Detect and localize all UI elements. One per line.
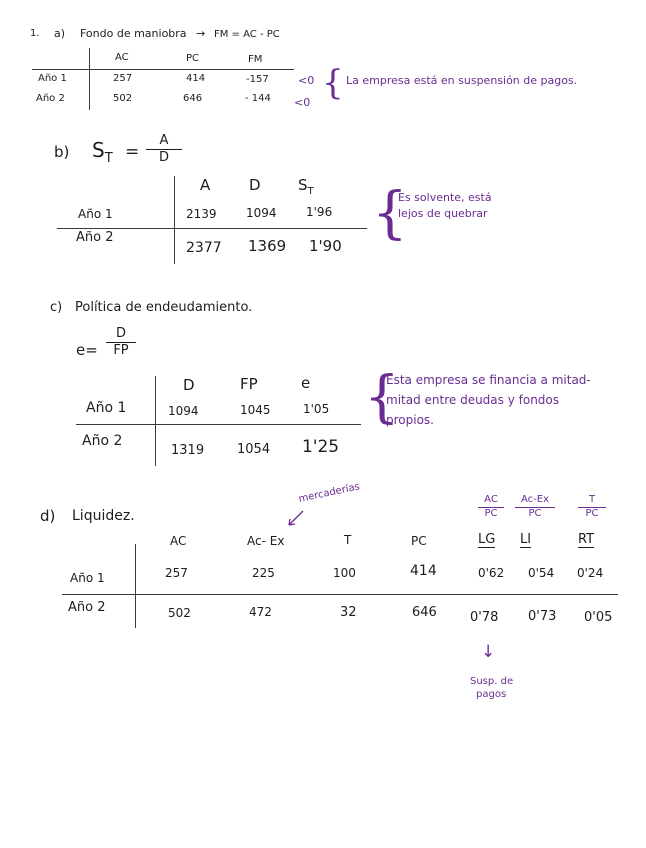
part-d-header-lg: LG [478, 532, 496, 547]
part-b-formula-eq: = [125, 142, 140, 162]
part-a-row1-mark: <0 [298, 74, 315, 87]
part-c-title: Política de endeudamiento. [75, 300, 253, 315]
part-d-row1-ac: 257 [165, 566, 188, 580]
part-d-ratio-rt-den: PC [585, 507, 599, 519]
part-b-fraction-den: D [158, 149, 169, 165]
part-c-row1-d: 1094 [168, 404, 199, 418]
part-b-header-a: A [200, 176, 211, 194]
part-d-row2-acex: 472 [249, 605, 272, 619]
part-a-row1-label: Año 1 [38, 73, 67, 84]
part-d-row1-lg: 0'62 [478, 566, 505, 580]
part-b-letter: b) [54, 143, 70, 161]
part-d-note-line1: Susp. de [470, 676, 514, 687]
part-d-letter: d) [40, 507, 56, 525]
part-c-header-e: e [301, 374, 311, 392]
part-d-ratio-lg-fraction [478, 495, 504, 519]
part-a-formula: FM = AC - PC [214, 29, 280, 40]
part-d-row1-acex: 225 [252, 566, 275, 580]
part-a-title: Fondo de maniobra [80, 27, 187, 40]
part-a-row1-pc: 414 [186, 73, 206, 84]
part-b-fraction-num: A [159, 133, 169, 148]
part-a-brace-icon: { [322, 63, 344, 103]
part-b-formula-lhs: $S_T$ [92, 138, 113, 166]
part-a-letter: a) [54, 27, 66, 40]
part-d-header-pc: PC [411, 534, 427, 548]
part-d-row-rule [62, 594, 618, 595]
part-d-row2-label: Año 2 [68, 600, 106, 615]
part-d-row1-t: 100 [333, 566, 356, 580]
part-a-column-rule [89, 48, 90, 110]
part-d-row2-pc: 646 [412, 605, 437, 620]
part-c-row2-e: 1'25 [302, 437, 340, 457]
part-b-row2-label: Año 2 [76, 230, 114, 245]
part-d-row2-t: 32 [340, 605, 357, 620]
part-d-row2-li: 0'73 [528, 609, 557, 624]
part-d-note-line2: pagos [476, 689, 507, 700]
part-a-header-ac: AC [115, 52, 129, 63]
arrow-icon: → [196, 27, 206, 40]
part-d-row1-rt: 0'24 [577, 566, 604, 580]
part-b-note-line2: lejos de quebrar [398, 207, 488, 220]
part-d-row1-label: Año 1 [70, 571, 105, 585]
part-c-header-d: D [183, 376, 195, 394]
part-a-row2-ac: 502 [113, 93, 133, 104]
part-c-formula-lhs: e= [76, 341, 98, 359]
part-c-brace-icon: { [364, 365, 400, 430]
part-c-note-line2: mitad entre deudas y fondos [386, 393, 560, 407]
part-c-row1-e: 1'05 [303, 402, 330, 416]
part-d-header-ac: AC [170, 534, 187, 548]
part-b-row1-d: 1094 [246, 206, 277, 220]
part-d-row2-ac: 502 [168, 606, 191, 620]
part-c-note-line3: propios. [386, 413, 434, 427]
part-a-header-fm: FM [248, 54, 263, 65]
part-d-ratio-rt-num: T [588, 494, 596, 505]
part-d-header-ac-ex: Ac- Ex [247, 534, 285, 548]
part-d-header-li: LI [520, 532, 532, 547]
part-d-ratio-lg-num: AC [484, 494, 498, 505]
part-a-row2-fm: - 144 [245, 93, 271, 104]
part-d-row1-pc: 414 [410, 563, 437, 579]
part-b-row1-a: 2139 [186, 207, 217, 221]
problem-number: 1. [30, 28, 40, 39]
part-c-fraction-den: FP [113, 342, 129, 358]
part-d-header-t: T [344, 533, 352, 547]
part-c-column-rule [155, 376, 156, 466]
part-d-annotation: mercaderías [297, 481, 361, 505]
part-d-row1-li: 0'54 [528, 566, 555, 580]
part-c-row2-label: Año 2 [82, 433, 123, 449]
part-c-letter: c) [50, 300, 63, 315]
part-b-column-rule [174, 176, 175, 264]
part-c-header-fp: FP [240, 375, 258, 393]
part-b-header-st: $S_T$ [298, 176, 314, 197]
part-c-row1-fp: 1045 [240, 403, 271, 417]
part-b-header-d: D [249, 176, 261, 194]
part-b-row2-d: 1369 [248, 237, 287, 255]
part-a-row1-ac: 257 [113, 73, 133, 84]
part-c-row-rule [76, 424, 361, 425]
part-d-title: Liquidez. [72, 508, 135, 524]
part-d-ratio-lg-den: PC [484, 507, 498, 519]
part-b-row1-st: 1'96 [306, 205, 333, 219]
part-b-row2-a: 2377 [186, 240, 222, 256]
part-a-row2-label: Año 2 [36, 93, 65, 104]
part-a-note: La empresa está en suspensión de pagos. [346, 74, 578, 87]
part-b-row2-st: 1'90 [309, 237, 342, 255]
part-c-row1-label: Año 1 [86, 400, 127, 416]
part-d-column-rule [135, 544, 136, 628]
down-arrow-icon: ↓ [481, 642, 496, 662]
part-b-fraction [146, 134, 182, 165]
part-d-ratio-rt-fraction [578, 495, 606, 519]
part-a-header-pc: PC [186, 53, 200, 64]
part-c-fraction-num: D [115, 326, 126, 341]
part-b-note-line1: Es solvente, está [398, 191, 492, 204]
part-d-ratio-li-num: Ac-Ex [520, 494, 549, 505]
part-b-row1-label: Año 1 [78, 207, 113, 221]
part-d-header-rt: RT [578, 532, 595, 547]
part-c-row2-fp: 1054 [237, 442, 271, 457]
part-d-row2-rt: 0'05 [584, 610, 613, 625]
part-a-row2-mark: <0 [294, 96, 311, 109]
annotation-arrow-icon [284, 508, 306, 530]
part-a-row2-pc: 646 [183, 93, 203, 104]
part-c-fraction [106, 327, 136, 358]
part-d-row2-lg: 0'78 [470, 610, 499, 625]
part-a-row1-fm: -157 [246, 74, 269, 85]
part-c-note-line1: Esta empresa se financia a mitad- [386, 373, 591, 387]
part-d-ratio-li-den: PC [528, 507, 542, 519]
part-c-row2-d: 1319 [171, 443, 205, 458]
part-a-header-rule [32, 69, 294, 70]
part-d-ratio-li-fraction [515, 495, 555, 519]
part-b-brace-icon: { [372, 181, 408, 246]
